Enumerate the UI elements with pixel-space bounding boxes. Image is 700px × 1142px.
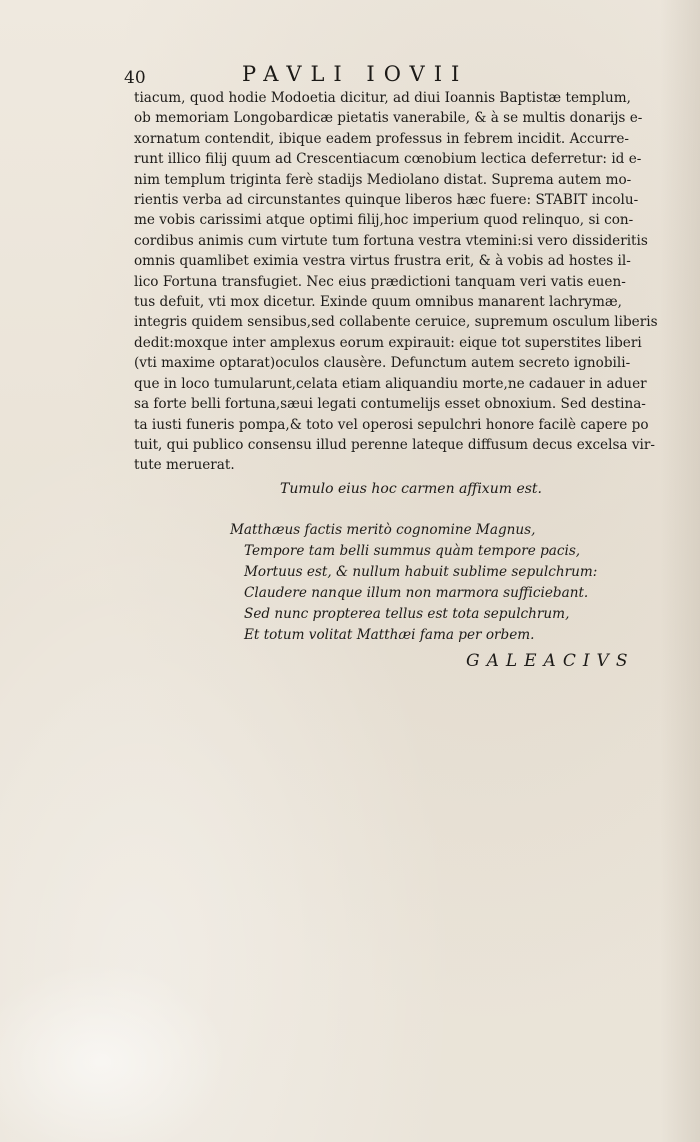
poem-line: Mortuus est, & nullum habuit sublime sepulchrum:	[244, 564, 598, 580]
text-line: tute meruerat.	[134, 457, 235, 474]
paper-stain	[0, 962, 230, 1142]
running-title: PAVLI IOVII	[242, 62, 469, 86]
prose-body	[134, 88, 656, 476]
poem-line: Claudere nanque illum non marmora sufficiebant.	[244, 585, 589, 601]
text-line: ta iusti funeris pompa,& toto vel operosi sepulchri honore facilè capere po	[134, 416, 649, 433]
text-line: lico Fortuna transfugiet. Nec eius prædictioni tanquam veri vatis euen-	[134, 273, 626, 290]
text-line: que in loco tumularunt,celata etiam aliquandiu morte,ne cadauer in aduer	[134, 375, 647, 392]
poem-line: Sed nunc propterea tellus est tota sepulchrum,	[244, 606, 570, 622]
text-line: sa forte belli fortuna,sæui legati contumelijs esset obnoxium. Sed destina-	[134, 396, 646, 413]
text-line: ob memoriam Longobardicæ pietatis vanerabile, & à se multis donarijs e-	[134, 110, 643, 127]
epitaph-poem	[230, 520, 597, 646]
text-line: tuit, qui publico consensu illud perenne lateque diffusum decus excelsa vir-	[134, 436, 655, 453]
catchword: GALEACIVS	[466, 651, 635, 671]
text-line: rientis verba ad circunstantes quinque liberos hæc fuere: STABIT incolu-	[134, 192, 639, 209]
text-line: tus defuit, vti mox dicetur. Exinde quum omnibus manarent lachrymæ,	[134, 294, 622, 311]
page-edge-shadow	[660, 0, 700, 1142]
text-line: xornatum contendit, ibique eadem professus in febrem incidit. Accurre-	[134, 130, 630, 147]
text-line: me vobis carissimi atque optimi filij,hoc imperium quod relinquo, si con-	[134, 212, 634, 229]
poem-line: Matthæus factis meritò cognomine Magnus,	[230, 522, 536, 538]
text-line: omnis quamlibet eximia vestra virtus frustra erit, & à vobis ad hostes il-	[134, 253, 631, 270]
text-line: (vti maxime optarat)oculos clausère. Defunctum autem secreto ignobili-	[134, 355, 631, 372]
text-line: tiacum, quod hodie Modoetia dicitur, ad diui Ioannis Baptistæ templum,	[134, 90, 631, 106]
verse-heading: Tumulo eius hoc carmen affixum est.	[280, 481, 542, 497]
text-line: runt illico filij quum ad Crescentiacum cœnobium lectica deferretur: id e-	[134, 151, 642, 168]
poem-line: Tempore tam belli summus quàm tempore pacis,	[244, 543, 581, 559]
text-line: integris quidem sensibus,sed collabente ceruice, supremum osculum liberis	[134, 314, 658, 331]
poem-line: Et totum volitat Matthæi fama per orbem.	[244, 627, 535, 643]
text-line: cordibus animis cum virtute tum fortuna vestra vtemini:si vero dissideritis	[134, 232, 648, 249]
text-line: nim templum triginta ferè stadijs Mediolano distat. Suprema autem mo-	[134, 171, 632, 188]
page-number: 40	[124, 68, 146, 88]
text-line: dedit:moxque inter amplexus eorum expirauit: eique tot superstites liberi	[134, 334, 642, 351]
